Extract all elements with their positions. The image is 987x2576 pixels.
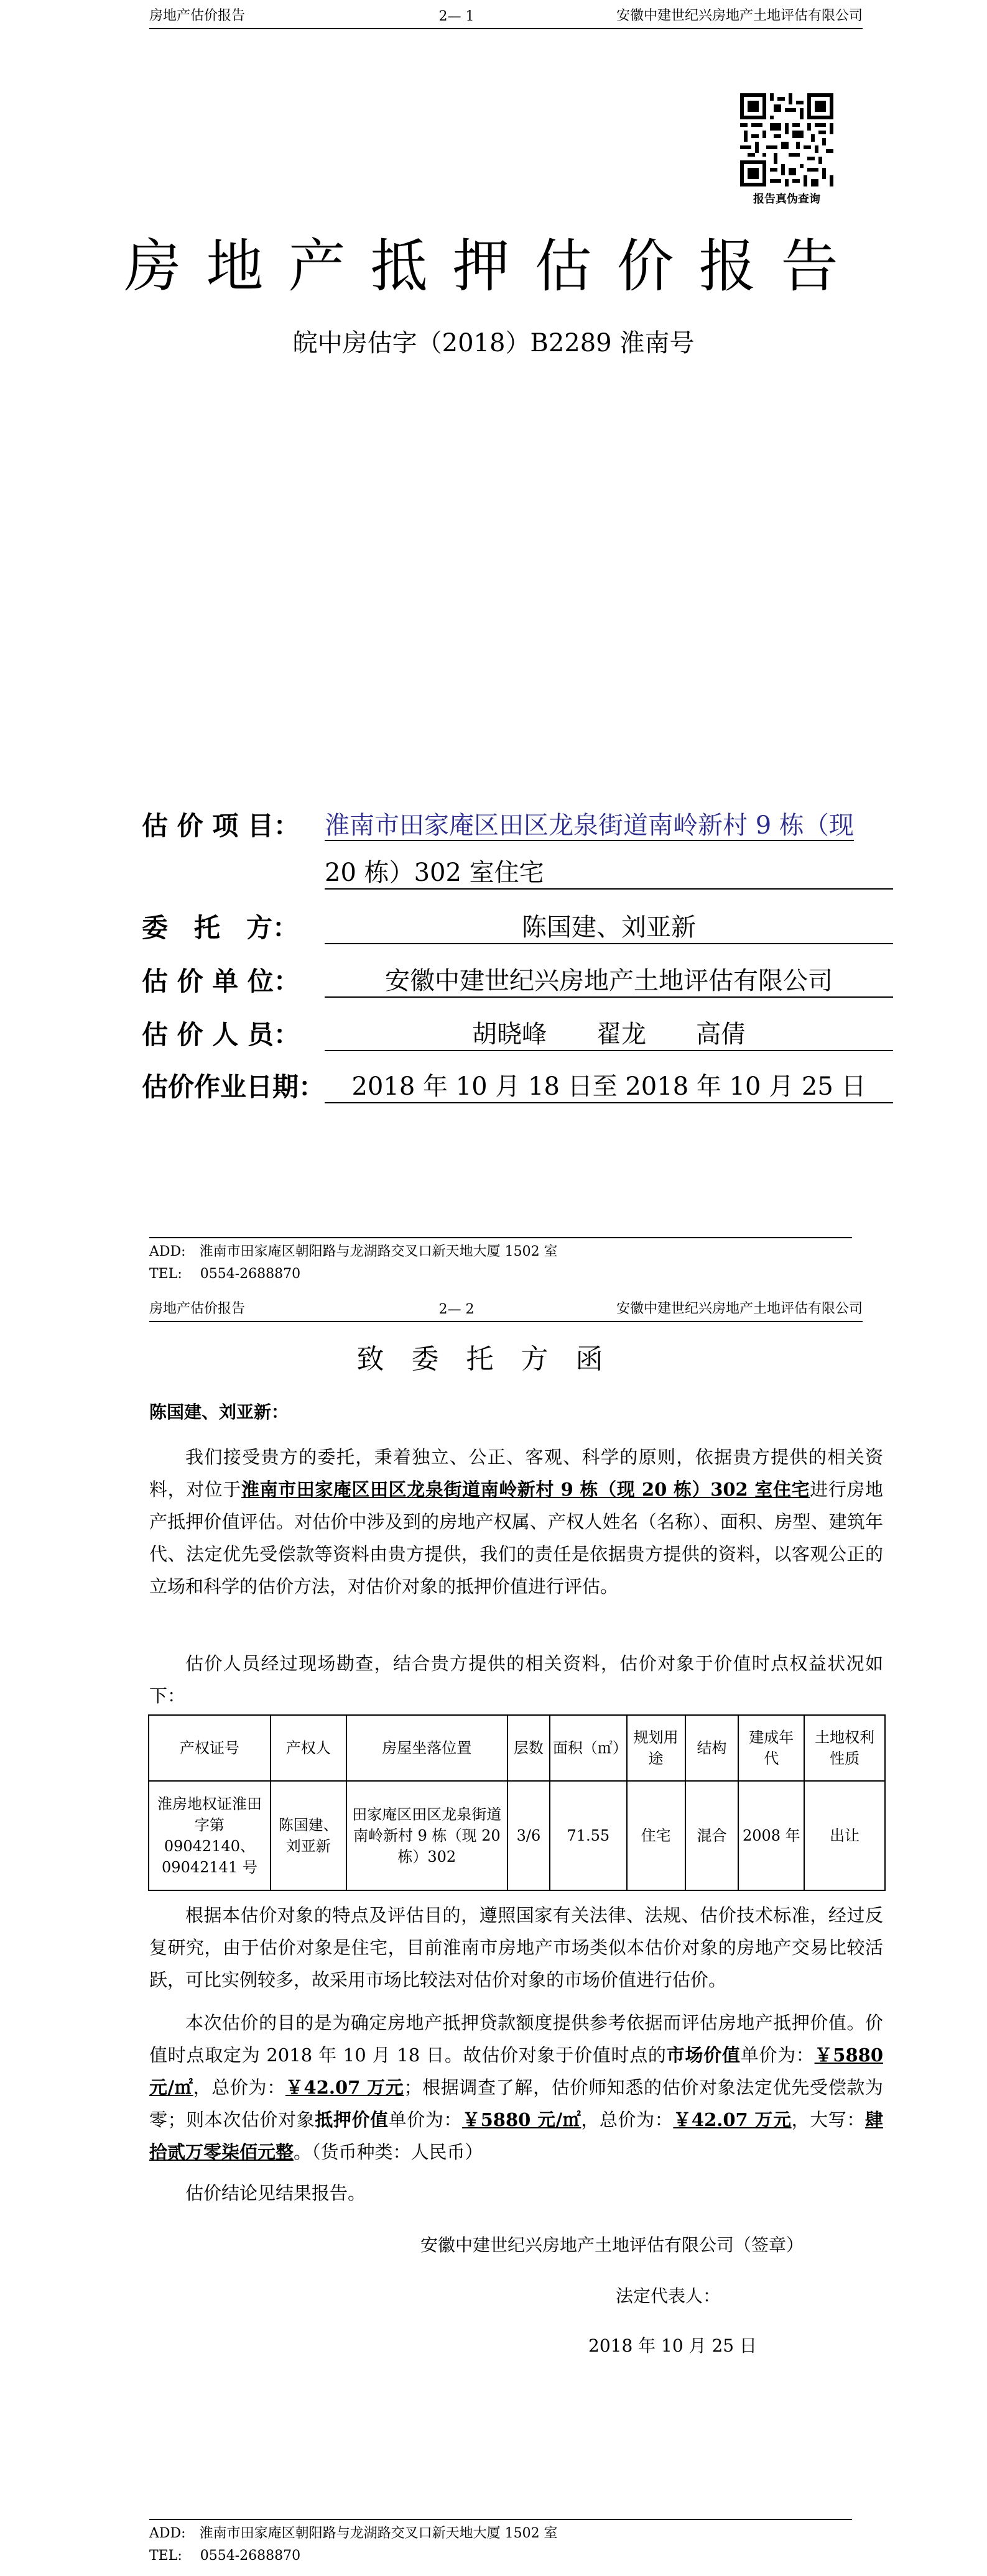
table-header: 结构	[685, 1715, 739, 1781]
appraisers-value: 胡晓峰 翟龙 高倩	[325, 1014, 893, 1051]
paragraph-3: 根据本估价对象的特点及评估目的，遵照国家有关法律、法规、估价技术标准，经过反复研究，由于估价对象是住宅，目前淮南市房地产市场类似本估价对象的房地产交易比较活跃，可比实例较多，故采用市场比较法对估价对象的市场价值进行估价。	[149, 1905, 883, 1990]
period-label: 估价作业日期：	[142, 1072, 325, 1102]
table-cell: 2008 年	[738, 1781, 804, 1890]
table-cell: 71.55	[550, 1781, 627, 1890]
paragraph-1	[149, 1441, 883, 1603]
table-header: 土地权利性质	[804, 1715, 885, 1781]
table-header: 层数	[507, 1715, 550, 1781]
property-rights-table	[148, 1714, 886, 1891]
project-value-line1	[325, 806, 893, 841]
table-header: 房屋坐落位置	[346, 1715, 507, 1781]
table-cell: 混合	[685, 1781, 739, 1890]
p4-m: ，大写：	[791, 2109, 865, 2130]
table-header: 规划用途	[627, 1715, 685, 1781]
qr-verification[interactable]	[731, 93, 843, 206]
table-cell: 出让	[804, 1781, 885, 1890]
p4-total-in-words: 肆拾贰万零柒佰元整	[149, 2109, 883, 2163]
p4-unit-price-2: ￥5880 元/㎡	[462, 2109, 582, 2130]
footer-tel-2: TEL: 0554-2688870	[149, 2548, 301, 2564]
p4-g: ；根据调查了解，估价师知悉的估价对象法定优先受偿款为零；则本次估价对象	[149, 2077, 883, 2130]
salutation: 陈国建、刘亚新：	[149, 1402, 289, 1422]
p4-k: ，总价为：	[581, 2109, 674, 2130]
p4-total-1: ￥42.07 万元	[285, 2077, 404, 2098]
report-title: 房地产抵押估价报告	[124, 233, 863, 300]
legal-representative: 法定代表人：	[616, 2286, 721, 2306]
header-page-number-2: 2— 2	[438, 1302, 475, 1317]
header-page-number: 2— 1	[438, 9, 475, 24]
header-company-2: 安徽中建世纪兴房地产土地评估有限公司	[616, 1301, 863, 1317]
table-cell: 住宅	[627, 1781, 685, 1890]
paragraph-5: 估价结论见结果报告。	[185, 2183, 366, 2204]
period-value: 2018 年 10 月 18 日至 2018 年 10 月 25 日	[325, 1067, 893, 1103]
running-header-2	[149, 1298, 863, 1322]
table-row	[149, 1781, 885, 1890]
project-label: 估 价 项 目：	[142, 811, 300, 841]
footer-address: ADD: 淮南市田家庵区朝阳路与龙湖路交叉口新天地大厦 1502 室	[149, 1244, 558, 1259]
letter-title: 致委托方函	[356, 1343, 631, 1375]
table-header: 建成年代	[738, 1715, 804, 1781]
table-header: 产权人	[271, 1715, 346, 1781]
table-header: 面积（㎡）	[550, 1715, 627, 1781]
client-label: 委 托 方：	[142, 913, 299, 943]
table-cell: 3/6	[507, 1781, 550, 1890]
p4-e: ，总价为：	[193, 2077, 285, 2098]
p4-mortgage-value: 抵押价值	[315, 2109, 389, 2130]
p4-i: 单价为：	[388, 2109, 463, 2130]
p4-market-value: 市场价值	[666, 2045, 741, 2066]
signature-date: 2018 年 10 月 25 日	[588, 2335, 758, 2356]
p4-c: 单价为：	[740, 2045, 815, 2066]
header-report-type-2: 房地产估价报告	[149, 1301, 246, 1317]
header-report-type: 房地产估价报告	[149, 8, 246, 24]
p4-unit-price-1: ￥5880 元/㎡	[149, 2045, 883, 2098]
qr-code-icon[interactable]	[740, 93, 833, 186]
appraiser-org-value: 安徽中建世纪兴房地产土地评估有限公司	[325, 961, 893, 998]
p1-property: 淮南市田家庵区田区龙泉街道南岭新村 9 栋（现 20 栋）302 室住宅	[241, 1479, 810, 1500]
paragraph-2: 估价人员经过现场勘查，结合贵方提供的相关资料，估价对象于价值时点权益状况如下：	[149, 1653, 883, 1706]
footer-address-2: ADD: 淮南市田家庵区朝阳路与龙湖路交叉口新天地大厦 1502 室	[149, 2526, 558, 2541]
footer-rule-2	[149, 2519, 852, 2520]
appraisers-label: 估 价 人 员：	[142, 1019, 300, 1050]
footer-tel: TEL: 0554-2688870	[149, 1266, 301, 1282]
p1-rest: 进行房地产抵押价值评估。对估价中涉及到的房地产权属、产权人姓名（名称）、面积、房型、建筑年代、法定优先受偿款等资料由贵方提供，我们的责任是依据贵方提供的资料，以客观公正的立场和科学的估价方法，对估价对象的抵押价值进行评估。	[149, 1479, 883, 1597]
p4-total-2: ￥42.07 万元	[673, 2109, 792, 2130]
appraiser-org-label: 估 价 单 位：	[142, 966, 300, 996]
project-value-line1-text: 淮南市田家庵区田区龙泉街道南岭新村 9 栋（现	[325, 811, 854, 840]
table-cell: 淮房地权证淮田字第 09042140、09042141 号	[149, 1781, 271, 1890]
table-header-row	[149, 1715, 885, 1781]
client-value: 陈国建、刘亚新	[325, 908, 893, 944]
p1-intro: 我们接受贵方的委托，秉着独立、公正、客观、科学的原则，依据贵方提供的相关资料，对位于	[149, 1447, 883, 1500]
footer-rule	[149, 1237, 852, 1238]
running-header	[149, 5, 863, 29]
project-value-line2: 20 栋）302 室住宅	[325, 853, 893, 890]
p4-a: 本次估价的目的是为确定房地产抵押贷款额度提供参考依据而评估房地产抵押价值。价值时点取定为 2018 年 10 月 18 日。故估价对象于价值时点的	[149, 2012, 883, 2066]
table-header: 产权证号	[149, 1715, 271, 1781]
header-company: 安徽中建世纪兴房地产土地评估有限公司	[616, 8, 863, 24]
p4-o: 。（货币种类：人民币）	[294, 2141, 483, 2163]
paragraph-4	[149, 2007, 883, 2168]
table-cell: 陈国建、刘亚新	[271, 1781, 346, 1890]
table-cell: 田家庵区田区龙泉街道南岭新村 9 栋（现 20 栋）302	[346, 1781, 507, 1890]
qr-caption: 报告真伪查询	[753, 193, 820, 206]
signer-company: 安徽中建世纪兴房地产土地评估有限公司（签章）	[420, 2235, 804, 2255]
report-number: 皖中房估字（2018）B2289 淮南号	[292, 329, 695, 357]
